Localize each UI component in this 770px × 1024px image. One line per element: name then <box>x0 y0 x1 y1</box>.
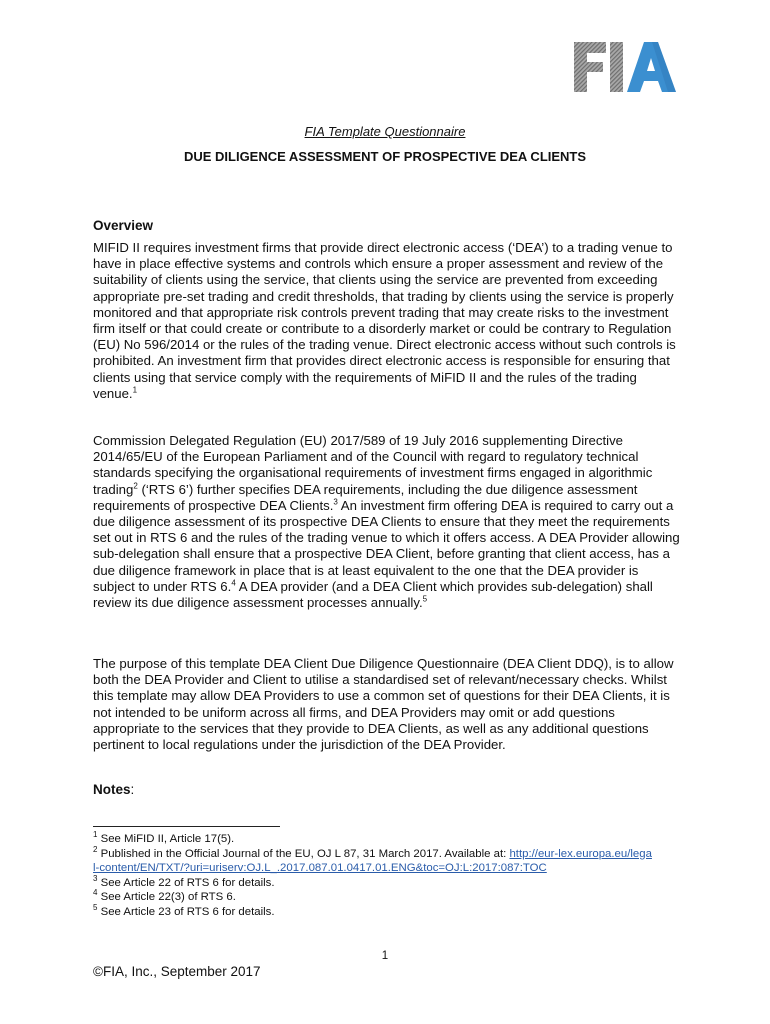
notes-label: Notes <box>93 782 131 797</box>
overview-paragraph-1 <box>93 240 681 402</box>
paragraph-1-text: MIFID II requires investment firms that provide direct electronic access (‘DEA’) to a trading venue to have in place effective systems and controls which ensure a proper assessment and review of the suitability of clients using the service, that clients using the service are prevented from exceeding appropriate pre-set trading and credit thresholds, that trading by clients using the service is properly monitored and that appropriate risk controls prevent trading that may create risks to the investment firm itself or that could create or contribute to a disorderly market or could be contrary to Regulation (EU) No 596/2014 or the rules of the trading venue. Direct electronic access without such controls is prohibited. An investment firm that provides direct electronic access is responsible for ensuring that clients using that service comply with the requirements of MiFID II and the rules of the trading venue. <box>93 240 676 401</box>
footnote-number: 3 <box>93 873 98 883</box>
paragraph-2-text-a: Commission Delegated Regulation (EU) 2017/589 of 19 July 2016 supplementing Directive 2014/65/EU of the European Parliament and of the Council with regard to regulatory technical standards specifying the organisational requirements of investment firms engaged in algorithmic trading <box>93 433 653 497</box>
footnote-3 <box>93 873 653 891</box>
footnote-number: 1 <box>93 830 98 840</box>
paragraph-3-text: The purpose of this template DEA Client Due Diligence Questionnaire (DEA Client DDQ), is to allow both the DEA Provider and Client to utilise a standardised set of relevant/necessary checks. Whilst this template may allow DEA Providers to use a common set of questions for their DEA Clients, it is not intended to be uniform across all firms, and DEA Providers may omit or add questions appropriate to the services that they provide to DEA Clients, as well as any additional questions pertinent to local regulations under the jurisdiction of the DEA Provider. <box>93 656 674 753</box>
footnote-number: 4 <box>93 888 98 898</box>
paragraph-2-text-c: An investment firm offering DEA is required to carry out a due diligence assessment of its prospective DEA Clients to ensure that they meet the requirements set out in RTS 6 and the rules of the trading venue to which it offers access. A DEA Provider allowing sub-delegation shall ensure that a prospective DEA Client, before granting that client access, has a due diligence framework in place that is at least equivalent to the one that the DEA provider is subject to under RTS 6. <box>93 497 680 594</box>
overview-heading: Overview <box>93 218 154 233</box>
document-title: DUE DILIGENCE ASSESSMENT OF PROSPECTIVE DEA CLIENTS <box>183 149 587 164</box>
footnote-number: 2 <box>93 844 98 854</box>
footnote-ref-2[interactable]: 2 <box>133 481 138 491</box>
footnote-ref-3[interactable]: 3 <box>333 497 338 507</box>
footnote-text: See Article 23 of RTS 6 for details. <box>97 905 275 918</box>
copyright-footer: ©FIA, Inc., September 2017 <box>93 964 261 979</box>
footnote-4 <box>93 890 653 905</box>
footnote-text: See Article 22(3) of RTS 6. <box>97 891 236 904</box>
footnote-text: See Article 22 of RTS 6 for details. <box>97 876 275 889</box>
paragraph-2-text-b: (‘RTS 6’) further specifies DEA requirements, including the due diligence assessment requirements of prospective DEA Clients. <box>93 481 638 513</box>
footnote-ref-5[interactable]: 5 <box>422 594 428 604</box>
footnotes <box>93 832 653 920</box>
page-number: 1 <box>381 950 389 962</box>
eur-lex-link[interactable]: http://eur-lex.europa.eu/legal-content/EN/TXT/?uri=uriserv:OJ.L_.2017.087.01.0417.01.ENG&toc=OJ:L:2017:087:TOC <box>93 847 652 875</box>
footnote-separator <box>93 826 280 827</box>
overview-paragraph-2 <box>93 433 681 611</box>
footnote-5 <box>93 905 653 920</box>
footnote-text: See MiFID II, Article 17(5). <box>97 833 235 845</box>
questionnaire-subtitle: FIA Template Questionnaire <box>304 124 466 139</box>
footnote-ref-4[interactable]: 4 <box>231 578 236 588</box>
notes-heading <box>93 782 134 797</box>
footnote-1 <box>93 832 653 847</box>
footnote-ref-1[interactable]: 1 <box>132 385 138 395</box>
footnote-text: Published in the Official Journal of the EU, OJ L 87, 31 March 2017. Available at: <box>97 847 510 860</box>
notes-colon: : <box>130 782 135 797</box>
overview-paragraph-3 <box>93 656 681 753</box>
fia-logo <box>572 40 678 94</box>
paragraph-2-text-d: A DEA provider (and a DEA Client which provides sub-delegation) shall review its due diligence assessment processes annually. <box>93 578 653 611</box>
footnote-number: 5 <box>93 903 98 913</box>
footnote-2 <box>93 844 653 876</box>
